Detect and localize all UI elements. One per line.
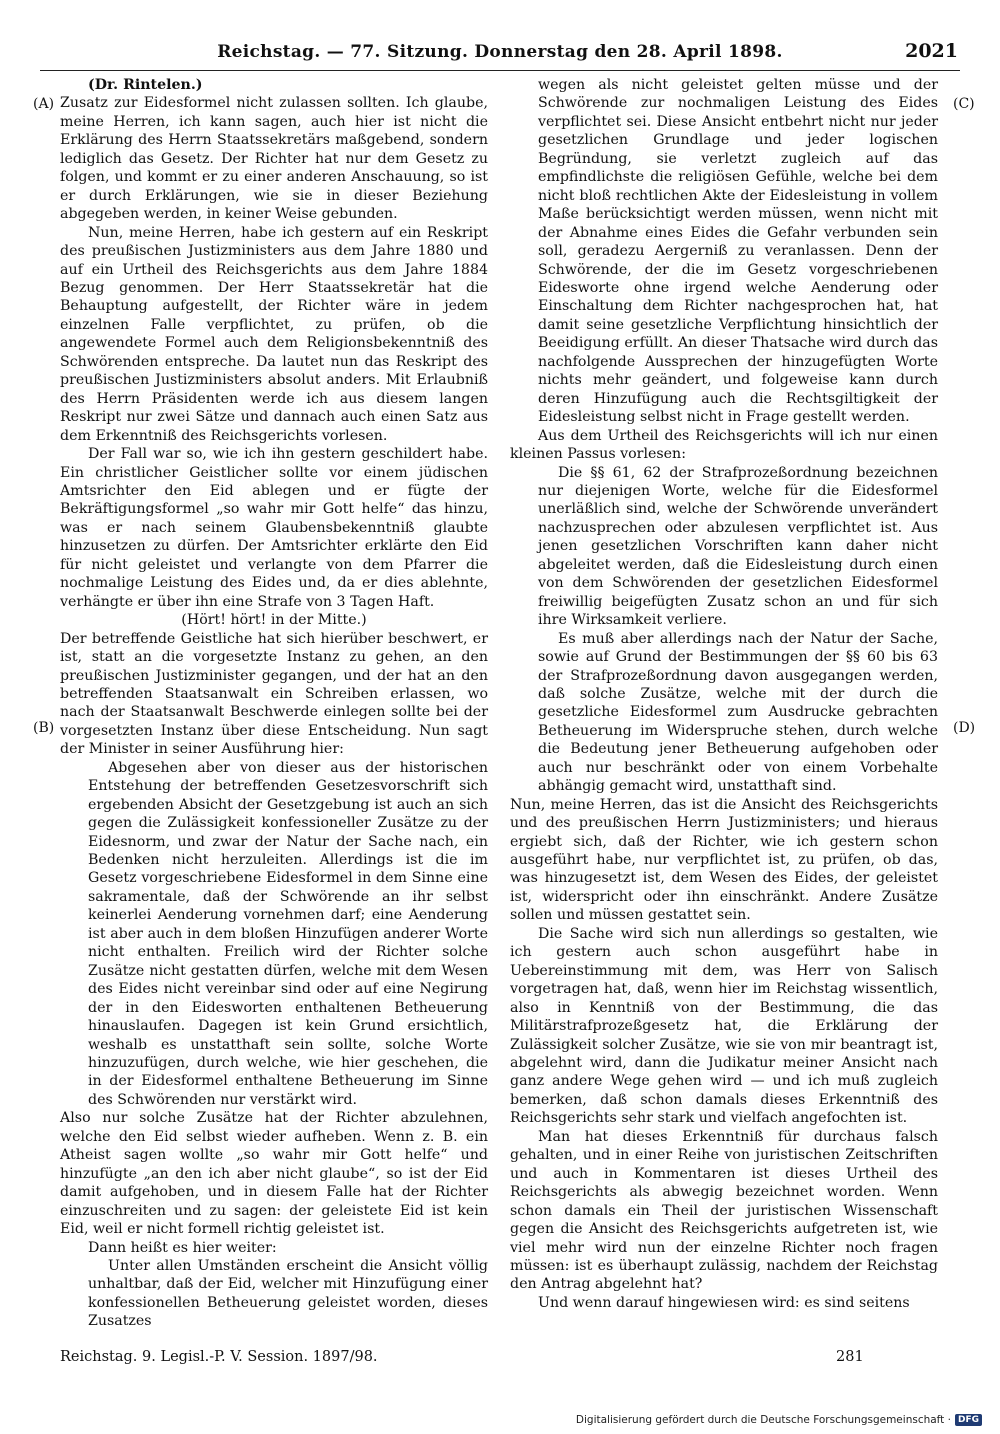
- block-quote-continued: wegen als nicht geleistet gelten müsse und der Schwörende zur nochmaligen Leistung des Eides verpflichtet sei. Diese Ansicht entbehrt nicht nur jeder gesetzlichen Grundlage und jeder logischen Begründung, sie verletzt zugleich auf das empfindlichste die religiösen Gefühle, welche bei dem nicht bloß rechtlichen Akte der Eidesleistung in vollem Maße berücksichtigt werden müssen, wenn nicht mit der Abnahme eines Eides die Gefahr verbunden sein soll, geradezu Aergerniß zu veranlassen. Denn der Schwörende, der die im Gesetz vorgeschriebenen Eidesworte ohne irgend welche Aenderung oder Einschaltung dem Richter nachgesprochen hat, hat damit seine gesetzliche Verpflichtung hinsichtlich der Beeidigung erfüllt. An dieser Thatsache wird durch das nachfolgende Aussprechen der hinzugefügten Worte nichts mehr geändert, und folgeweise kann durch deren Hinzufügung auch die Rechtsgiltigkeit der Eidesleistung selbst nicht in Frage gestellt werden.: [538, 77, 938, 426]
- paragraph: Nun, meine Herren, das ist die Ansicht des Reichsgerichts und des preußischen Herrn Justizministers; und hieraus ergiebt sich, daß der Richter, wie ich gestern schon ausgeführt habe, nur verpflichtet ist, zu prüfen, ob das, was hinzugesetzt ist, dem Wesen des Eides, der geleistet ist, widerspricht oder ihn einschränkt. Andere Zusätze sollen und müssen gestattet sein.: [510, 796, 938, 924]
- paragraph: Und wenn darauf hingewiesen wird: es sind seitens: [538, 1294, 910, 1311]
- paragraph: Also nur solche Zusätze hat der Richter abzulehnen, welche den Eid selbst wieder aufheben. Wenn z. B. ein Atheist sagen wollte „so wahr mir Gott helfe“ und hinzufügte „an den ich aber nicht glaube“, so ist der Eid damit aufgehoben, und in diesem Falle hat der Richter einzuschreiten und zu sagen: der geleistete Eid ist kein Eid, weil er nicht formell richtig geleistet ist.: [60, 1110, 488, 1238]
- block-quote: Die §§ 61, 62 der Strafprozeßordnung bezeichnen nur diejenigen Worte, welche für die Eidesformel unerläßlich sind, welche der Schwörende unverändert nachzusprechen oder abzulesen verpflichtet ist. Aus jenen gesetzlichen Vorschriften kann daher nicht abgeleitet werden, daß die Eidesleistung durch einen von dem Schwörenden der gesetzlichen Eidesformel freiwillig beigefügten Zusatz schon an und für sich ihre Wirksamkeit verliere.: [538, 464, 938, 629]
- running-header: [40, 40, 960, 71]
- paragraph: Zusatz zur Eidesformel nicht zulassen sollten. Ich glaube, meine Herren, ich kann sagen, auch hier ist nicht die Erklärung des Herrn Staatssekretärs maßgebend, sondern lediglich das Gesetz. Der Richter hat nur dem Gesetz zu folgen, und kommt er zu einer anderen Anschauung, so ist er durch Erklärungen, wie sie in dieser Beziehung abgegeben werden, in keiner Weise gebunden.: [60, 95, 488, 223]
- paragraph: Man hat dieses Erkenntniß für durchaus falsch gehalten, und in einer Reihe von juristischen Zeitschriften und auch in Kommentaren ist dieses Urtheil des Reichsgerichts als abwegig bezeichnet worden. Wenn schon damals ein Theil der juristischen Wissenschaft gegen die Ansicht des Reichsgerichts aufgetreten ist, wie viel mehr wird nun der einzelne Richter noch fragen müssen: ist es überhaupt zulässig, nachdem der Reichstag den Antrag abgelehnt hat?: [510, 1128, 938, 1293]
- paragraph: Aus dem Urtheil des Reichsgerichts will ich nur einen kleinen Passus vorlesen:: [510, 427, 938, 463]
- left-column: [60, 76, 488, 1331]
- paragraph: Der betreffende Geistliche hat sich hierüber beschwert, er ist, statt an die vorgesetzte Instanz zu gehen, an den preußischen Justizminister gegangen, und der hat an den betreffenden Staatsanwalt ein Schreiben erlassen, wo nach der Staatsanwalt Beschwerde einlegen sollte bei der vorgesetzten Instanz über diese Entscheidung. Nun sagt der Minister in seiner Ausführung hier:: [60, 630, 488, 758]
- header-title: Reichstag. — 77. Sitzung. Donnerstag den 28. April 1898.: [217, 42, 783, 62]
- right-column: [510, 76, 938, 1312]
- paragraph: Nun, meine Herren, habe ich gestern auf ein Reskript des preußischen Justizministers aus dem Jahre 1880 und auf ein Urtheil des Reichsgerichts aus dem Jahre 1884 Bezug genommen. Der Herr Staatssekretär hat die Behauptung aufgestellt, der Richter wäre in jedem einzelnen Falle verpflichtet, zu prüfen, ob die angewendete Formel auch dem Religionsbekenntniß des Schwörenden entspreche. Da lautet nun das Reskript des preußischen Justizministers absolut anders. Mit Erlaubniß des Herrn Präsidenten werde ich aus diesem langen Reskript nur zwei Sätze und dannach auch einen Satz aus dem Erkenntniß des Reichsgerichts vorlesen.: [60, 224, 488, 444]
- speaker-name: (Dr. Rintelen.): [88, 77, 203, 93]
- page-number: 2021: [905, 40, 958, 62]
- interjection: (Hört! hört! in der Mitte.): [181, 612, 367, 629]
- margin-marker-b: (B): [33, 720, 55, 736]
- paragraph: Die Sache wird sich nun allerdings so gestalten, wie ich gestern auch schon ausgeführt habe in Uebereinstimmung mit dem, was Herr von Salisch vorgetragen hat, daß, wenn hier im Reichstag wissentlich, also in Kenntniß von der Bestimmung, die das Militärstrafprozeßgesetz hat, die Erklärung der Zulässigkeit solcher Zusätze, wie sie von mir beantragt ist, abgelehnt wird, dann die Judikatur meiner Ansicht nach ganz andere Wege gehen wird — und ich muß zugleich bemerken, daß schon damals dieses Erkenntniß des Reichsgerichts sehr stark und vielfach angefochten ist.: [510, 925, 938, 1127]
- paragraph: Dann heißt es hier weiter:: [88, 1239, 277, 1256]
- margin-marker-c: (C): [953, 96, 975, 112]
- block-quote: Es muß aber allerdings nach der Natur der Sache, sowie auf Grund der Bestimmungen der §§ 60 bis 63 der Strafprozeßordnung davon ausgegangen werden, daß solche Zusätze, welche mit der durch die gesetzliche Eidesformel zum Ausdrucke gebrachten Betheuerung im Widerspruche stehen, durch welche die Bedeutung jener Betheuerung aufgehoben oder auch nur beschränkt oder von einem Vorbehalte abhängig gemacht wird, unstatthaft sind.: [538, 630, 938, 795]
- footer-sheet-number: 281: [836, 1349, 864, 1365]
- block-quote: Abgesehen aber von dieser aus der historischen Entstehung der betreffenden Gesetzesvorschrift sich ergebenden Absicht der Gesetzgebung ist auch an sich gegen die Zulässigkeit konfessioneller Zusätze zu der Eidesnorm, und zwar der Natur der Sache nach, ein Bedenken nicht herzuleiten. Allerdings ist die im Gesetz vorgeschriebene Eidesformel in dem Sinne eine sakramentale, daß der Schwörende an ihr selbst keinerlei Aenderung vornehmen darf; eine Aenderung ist aber auch in dem bloßen Hinzufügen anderer Worte nicht enthalten. Freilich wird der Richter solche Zusätze nicht gestatten dürfen, welche mit dem Wesen des Eides nicht vereinbar sind oder auf eine Negirung der in den Eidesworten enthaltenen Betheuerung hinauslaufen. Dagegen ist kein Grund ersichtlich, weshalb es unstatthaft sein sollte, solche Worte hinzuzufügen, durch welche, wie hier geschehen, die in der Eidesformel enthaltene Betheuerung im Sinne des Schwörenden nur verstärkt wird.: [88, 759, 488, 1108]
- credit-text: Digitalisierung gefördert durch die Deutsche Forschungsgemeinschaft ·: [575, 1414, 951, 1426]
- paragraph: Der Fall war so, wie ich ihn gestern geschildert habe. Ein christlicher Geistlicher sollte vor einem jüdischen Amtsrichter den Eid ablegen und er fügte der Bekräftigungsformel „so wahr mir Gott helfe“ das hinzu, was er nach seinem Glaubensbekenntniß glaubte hinzusetzen zu dürfen. Der Amtsrichter erklärte den Eid für nicht geleistet und verlangte von dem Pfarrer die nochmalige Leistung des Eides und, da er dies ablehnte, verhängte er über ihn eine Strafe von 3 Tagen Haft.: [60, 446, 488, 610]
- dfg-logo-icon: DFG: [955, 1414, 982, 1426]
- digitization-credit: [576, 1414, 982, 1426]
- margin-marker-d: (D): [953, 720, 976, 736]
- margin-marker-a: (A): [33, 96, 55, 112]
- footer-session-info: Reichstag. 9. Legisl.-P. V. Session. 1897/98.: [60, 1349, 378, 1365]
- block-quote: Unter allen Umständen erscheint die Ansicht völlig unhaltbar, daß der Eid, welcher mit Hinzufügung einer konfessionellen Betheuerung geleistet worden, dieses Zusatzes: [88, 1258, 488, 1330]
